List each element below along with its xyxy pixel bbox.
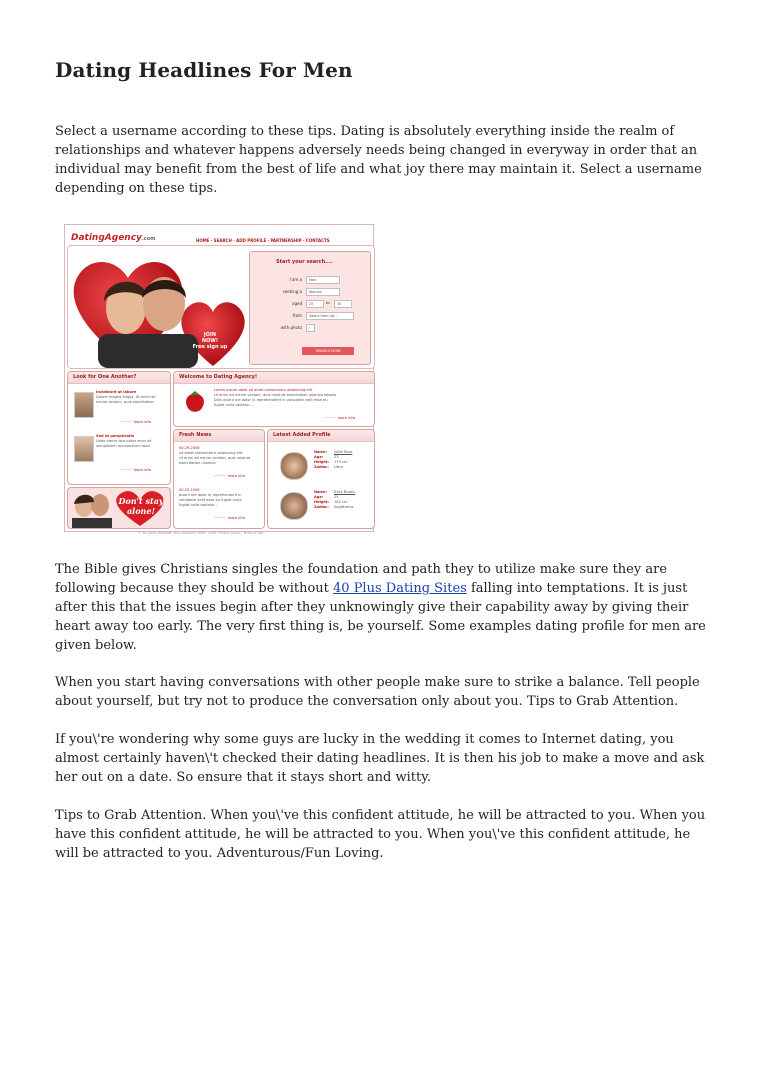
join-badge: JOIN NOW! Free sign up <box>192 332 228 350</box>
more-info-link[interactable]: ··········· more info <box>120 420 151 424</box>
dating-site-screenshot <box>60 222 378 540</box>
profile-photo-2 <box>280 492 308 520</box>
search-row-from: from Select from list... <box>254 312 366 320</box>
conversation-paragraph: When you start having conversations with other people make sure to strike a balance. Tell people about yourself, but try not to produce the conversation only about you. Tips to Grab Attention. <box>55 675 700 709</box>
site-footer: © All rights reserved. Your company name, 2006. Privacy policy | Terms of use <box>138 531 264 535</box>
site-frame <box>64 224 374 532</box>
headlines-paragraph: If you\'re wondering why some guys are lucky in the wedding it comes to Internet dating, you almost certainly haven\'t checked their dating headlines. It is then his job to make a move and ask her out on a date. So ensure that it stays short and witty. <box>55 732 705 785</box>
strawberry-icon <box>182 390 208 416</box>
search-row-aged: aged 25 to 35 <box>254 300 366 308</box>
look-item-2: Sed ut perspiciatis Unde omnis iste natus error sit voluptatem accusantium laud <box>96 434 152 448</box>
search-row-iam: I am a Man <box>254 276 366 284</box>
profile-values-1: Juliet Ross 23 170 cm Libra <box>334 450 353 469</box>
banner-dont-stay-alone[interactable] <box>67 487 171 529</box>
site-nav: HOME · SEARCH · ADD PROFILE · PARTNERSHIP · CONTACTS <box>196 238 330 243</box>
more-info-link[interactable]: ··········· more info <box>214 474 245 478</box>
profile-labels-2: Name: Age: Height: Zodiac: <box>314 490 329 509</box>
attention-paragraph: Tips to Grab Attention. When you\'ve this confident attitude, he will be attracted to you. When you have this confident attitude, he will be attracted to you. When you\'ve this confident attitude, he will be attracted to you. Adventurous/Fun Loving. <box>55 808 706 861</box>
search-title: Start your search.... <box>276 259 333 265</box>
plus-dating-sites-link[interactable]: 40 Plus Dating Sites <box>333 581 467 596</box>
look-item-1: Incididunt ut labore Dolore magna aliqua. Ut enim ad minim veniam, quis exercitation <box>96 390 156 404</box>
more-info-link[interactable]: ··········· more info <box>214 516 245 520</box>
search-panel <box>249 251 371 365</box>
bible-paragraph: The Bible gives Christians singles the foundation and path they to utilize make sure they are following because they should be without 40 Plus Dating Sites falling into temptations. It is just after this that the issues begin after they unknowingly give their capability away by giving their heart away too early. The very first thing is, be yourself. Some examples dating profile for men are given below. <box>55 562 706 653</box>
page-title: Dating Headlines For Men <box>55 58 353 82</box>
news-panel: Fresh News 00.29.2006 sit amet consectetur adipiscing elit. Ut enim ad minim veniam, quis nostrud exercitation ullamco ··········· more info 00.25.2006 aute irure dolor in reprehenderit in voluptate velit esse eu fugiat nulla fugiat nulla pariatur... ··········· more info <box>173 429 265 529</box>
look-photo-1 <box>74 392 94 418</box>
more-info-link[interactable]: ··········· more info <box>324 416 355 420</box>
with-photo-checkbox[interactable]: ✓ <box>306 324 315 332</box>
look-panel: Look for One Another? Incididunt ut labore Dolore magna aliqua. Ut enim ad minim veniam, quis exercitation ··········· more info Sed ut perspiciatis Unde omnis iste natus error sit voluptatem accusantium laud ··········· more info <box>67 371 171 485</box>
aged-from-select[interactable]: 25 <box>306 300 324 308</box>
more-info-link[interactable]: ··········· more info <box>120 468 151 472</box>
search-row-photo: with photo ✓ <box>254 324 366 332</box>
welcome-panel: Welcome to Dating Agency! Lorem ipsum dolor sit amet consectetur adipiscing elit. Ut enim ad minim veniam, quis nostrud exercitation ullamco laboris Duis aute irure dolor in reprehenderit in voluptate velit esse eu fugiat nulla pariatur... ··········· more info <box>173 371 375 427</box>
look-photo-2 <box>74 436 94 462</box>
profile-panel: Latest Added Profile Name: Age: Height: Zodiac: Juliet Ross 23 170 cm Libra Name: Age: Height: Zodiac: Zack Brown 25 182 cm Sagittarius <box>267 429 375 529</box>
intro-paragraph: Select a username according to these tips. Dating is absolutely everything inside the realm of relationships and whatever happens adversely needs being changed in everyway in order that an individual may benefit from the best of life and what joy there may maintain it. Select a username depending on these tips. <box>55 124 702 196</box>
profile-labels-1: Name: Age: Height: Zodiac: <box>314 450 329 469</box>
banner-text: Don't stay alone! <box>118 496 164 516</box>
couple-photo <box>68 488 114 528</box>
profile-values-2: Zack Brown 25 182 cm Sagittarius <box>334 490 356 509</box>
iam-select[interactable]: Man <box>306 276 340 284</box>
aged-to-select[interactable]: 35 <box>334 300 352 308</box>
from-select[interactable]: Select from list... <box>306 312 354 320</box>
search-row-seeking: seeking a Woman <box>254 288 366 296</box>
search-now-button[interactable]: SEARCH NOW <box>302 347 354 355</box>
welcome-text: Lorem ipsum dolor sit amet consectetur adipiscing elit. Ut enim ad minim veniam, quis nostrud exercitation ullamco laboris Duis aute irure dolor in reprehenderit in voluptate velit esse eu fugiat nulla pariatur... <box>214 388 337 407</box>
news-item-2: 00.25.2006 aute irure dolor in reprehenderit in voluptate velit esse eu fugiat nulla fugiat nulla pariatur... <box>179 488 242 507</box>
site-logo: DatingAgency.com <box>71 233 156 243</box>
seeking-select[interactable]: Woman <box>306 288 340 296</box>
news-item-1: 00.29.2006 sit amet consectetur adipiscing elit. Ut enim ad minim veniam, quis nostrud exercitation ullamco <box>179 446 251 465</box>
profile-photo-1 <box>280 452 308 480</box>
